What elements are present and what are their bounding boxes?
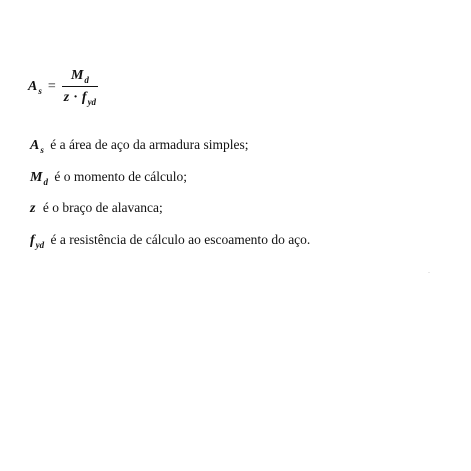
definition-symbol: A [30, 138, 40, 153]
formula-denominator [62, 87, 98, 106]
formula-numerator-subscript: d [84, 75, 89, 85]
definition-line-md [30, 168, 460, 186]
stray-pixel-mark [428, 272, 430, 273]
formula-denominator-f: f [81, 90, 87, 105]
formula-lhs-symbol: A [28, 79, 38, 94]
definition-symbol: f [30, 232, 35, 248]
steel-area-formula [28, 68, 98, 106]
definition-symbol: z [30, 201, 36, 216]
formula-numerator [63, 68, 97, 86]
definition-subscript: d [43, 176, 48, 187]
definition-line-as [30, 136, 460, 154]
formula-lhs [28, 79, 42, 95]
variable-definitions [30, 136, 460, 262]
formula-denominator-subscript: yd [87, 97, 97, 107]
formula-fraction [62, 68, 98, 106]
definition-line-fyd [30, 231, 460, 249]
definition-subscript: s [40, 145, 44, 155]
formula-numerator-symbol: M [70, 68, 84, 83]
definition-text: é o momento de cálculo; [54, 168, 188, 184]
formula-denominator-z: z [63, 90, 70, 105]
formula-lhs-subscript: s [38, 86, 42, 96]
definition-symbol: M [30, 169, 43, 185]
formula-denominator-dot: · [73, 90, 78, 105]
definition-text: é a área de aço da armadura simples; [50, 137, 249, 152]
definition-line-z [30, 199, 460, 217]
definition-subscript: yd [35, 239, 45, 250]
definition-text: é a resistência de cálculo ao escoamento do aço. [50, 231, 311, 247]
formula-equals: = [47, 79, 56, 94]
definition-text: é o braço de alavanca; [42, 200, 163, 215]
